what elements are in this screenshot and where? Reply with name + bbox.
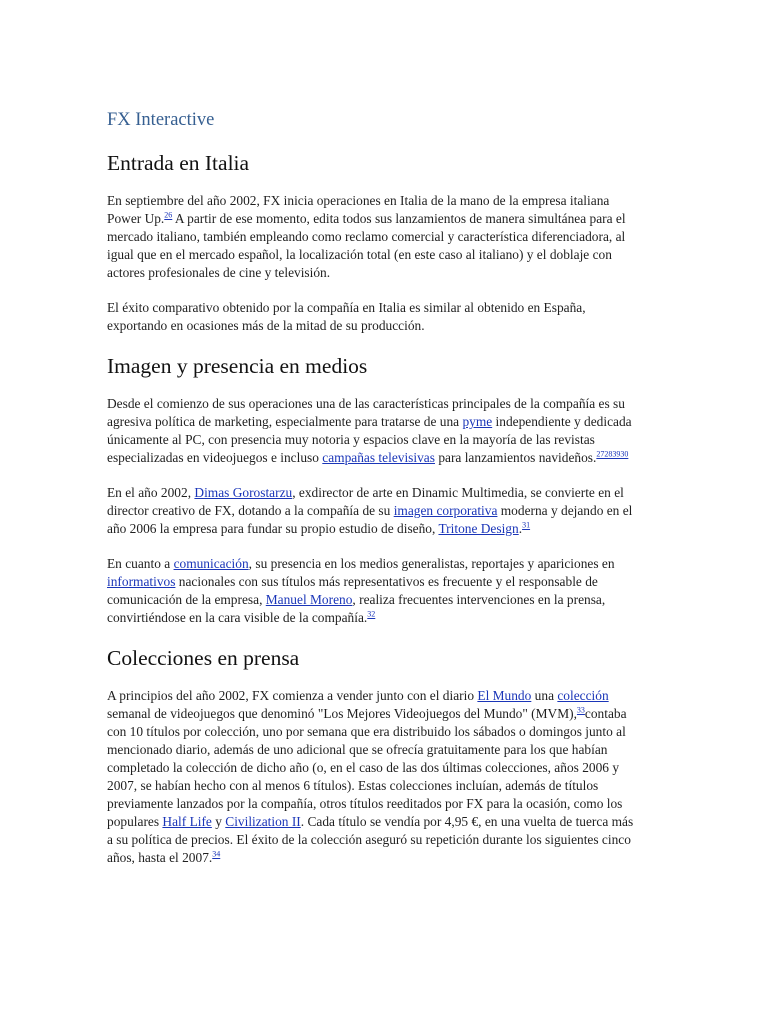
paragraph-colecciones-1 [107,687,639,867]
reference-32[interactable]: 32 [367,609,376,619]
text: Desde el comienzo de sus operaciones una de las características principales de la compañía es su agresiva política de marketing, especialmente para tratarse de una [107,396,625,429]
text: , exdirector de arte en Dinamic Multimedia, se convierte en el director creativo de FX, dotando a la compañía de su [107,485,624,518]
link-el-mundo[interactable]: El Mundo [477,688,532,703]
link-coleccion[interactable]: colección [557,688,609,703]
text: una [531,688,558,703]
text: contaba con 10 títulos por colección, uno por semana que era distribuido los sábados o domingos junto al mencionado diario, además de uno adicional que se ofrecía gratuitamente para los que habían completado la colección de dicho año (o, en el caso de las dos últimas colecciones, años 2006 y 2007, se habían hecho con al menos 6 títulos). Estas colecciones incluían, además de títulos previamente lanzados por la compañía, otros títulos reeditados por FX para la ocasión, como los populares [107,706,627,829]
text: , realiza frecuentes intervenciones en la prensa, convirtiéndose en la cara visible de la compañía. [107,592,606,625]
link-informativos[interactable]: informativos [107,574,176,589]
heading-colecciones-en-prensa: Colecciones en prensa [107,646,300,670]
reference-34[interactable]: 34 [212,849,221,859]
paragraph-imagen-1 [107,395,639,467]
link-half-life[interactable]: Half Life [162,814,212,829]
text: y [211,814,226,829]
text: A partir de ese momento, edita todos sus lanzamientos de manera simultánea para el mercado italiano, también empleando como reclamo comercial y característica diferenciadora, al igual que en el mercado español, la localización total (en este caso al italiano) y el doblaje con actores profesionales de cine y televisión. [107,211,626,280]
paragraph-italia-2: El éxito comparativo obtenido por la compañía en Italia es similar al obtenido en España, exportando en ocasiones más de la mitad de su producción. [107,300,586,333]
reference-33[interactable]: 33 [576,705,585,715]
text: para lanzamientos navideños. [434,450,597,465]
link-manuel-moreno[interactable]: Manuel Moreno [265,592,353,607]
paragraph-imagen-2 [107,484,639,538]
text: . Cada título se vendía por 4,95 €, en una vuelta de tuerca más a su política de precios. El éxito de la colección aseguró su repetición durante los siguientes cinco años, hasta el 2007. [107,814,634,865]
text: , su presencia en los medios generalistas, reportajes y apariciones en [248,556,615,571]
document-title: FX Interactive [107,110,215,130]
text: En septiembre del año 2002, FX inicia operaciones en Italia de la mano de la empresa italiana Power Up. [107,193,610,226]
link-pyme[interactable]: pyme [462,414,493,429]
link-imagen-corporativa[interactable]: imagen corporativa [393,503,498,518]
text: En cuanto a [107,556,174,571]
text: En el año 2002, [107,485,195,500]
heading-imagen-y-presencia: Imagen y presencia en medios [107,354,368,378]
link-comunicacion[interactable]: comunicación [173,556,249,571]
text: A principios del año 2002, FX comienza a vender junto con el diario [107,688,478,703]
heading-entrada-en-italia: Entrada en Italia [107,151,250,175]
link-campanas-televisivas[interactable]: campañas televisivas [322,450,435,465]
text: independiente y dedicada únicamente al PC, con presencia muy notoria y espacios clave en la mayoría de las revistas especializadas en videojuegos e incluso [107,414,632,465]
document-content [107,108,639,884]
reference-31[interactable]: 31 [522,520,531,530]
link-tritone-design[interactable]: Tritone Design [438,521,519,536]
paragraph-italia-1 [107,192,639,282]
paragraph-imagen-3 [107,555,639,627]
reference-27283930[interactable]: 27283930 [596,449,629,459]
text: semanal de videojuegos que denominó "Los Mejores Videojuegos del Mundo" (MVM), [107,706,577,721]
text: nacionales con sus títulos más representativos es frecuente y el responsable de comunicación de la empresa, [107,574,598,607]
text: moderna y dejando en el año 2006 la empresa para fundar su propio estudio de diseño, [107,503,633,536]
link-civilization-ii[interactable]: Civilization II [225,814,301,829]
link-dimas-gorostarzu[interactable]: Dimas Gorostarzu [194,485,293,500]
reference-26[interactable]: 26 [164,210,173,220]
text: . [518,521,523,536]
